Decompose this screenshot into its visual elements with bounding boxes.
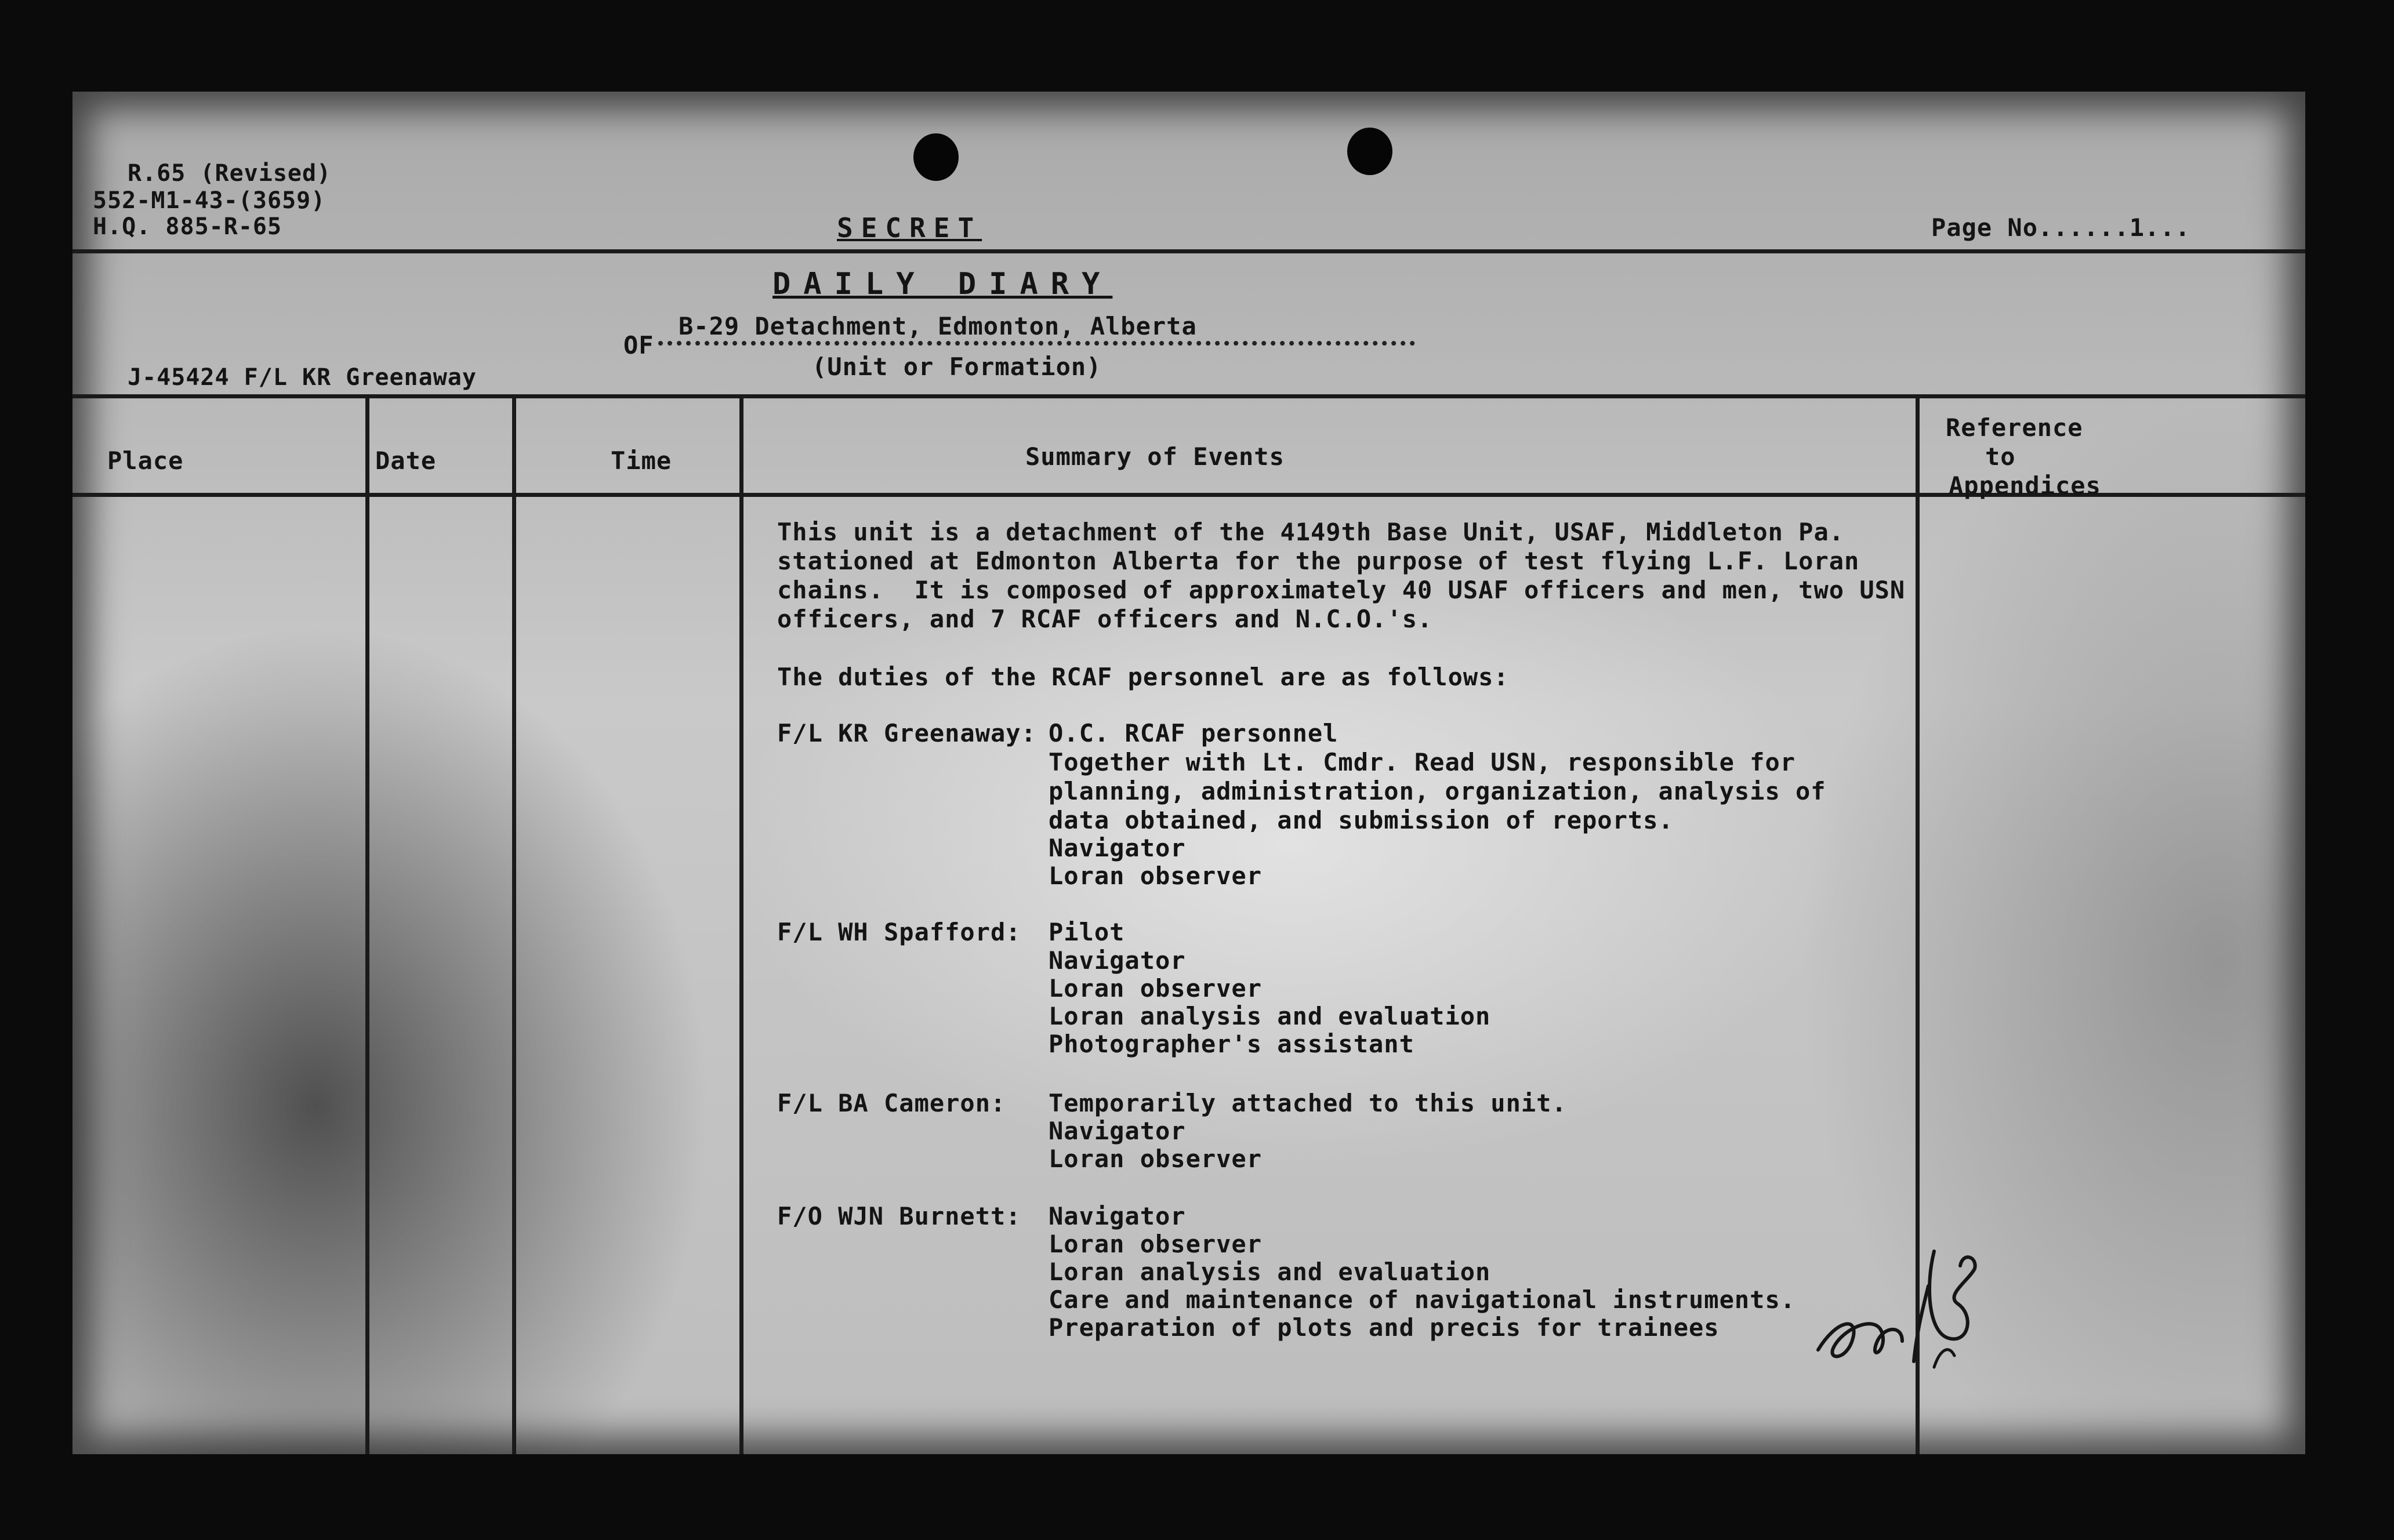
- column-header-place: Place: [107, 446, 184, 475]
- intro-line: chains. It is composed of approximately 40 USAF officers and men, two USN: [777, 576, 1906, 604]
- duty-item: Pilot: [1049, 918, 1125, 946]
- page-number-value: 1: [2129, 213, 2145, 242]
- page-number-field: [1931, 213, 2190, 242]
- column-header-reference-line1: Reference: [1946, 413, 2083, 442]
- unit-name: B-29 Detachment, Edmonton, Alberta: [679, 312, 1197, 340]
- page-number-dots: .....: [2053, 213, 2130, 242]
- diary-page: [72, 92, 2305, 1454]
- duty-item: Loran analysis and evaluation: [1049, 1258, 1491, 1286]
- duty-item: Loran observer: [1049, 1145, 1263, 1173]
- intro-line: This unit is a detachment of the 4149th Base Unit, USAF, Middleton Pa.: [777, 518, 1845, 546]
- document-title: DAILY DIARY: [772, 267, 1113, 302]
- duty-item: Temporarily attached to this unit.: [1049, 1089, 1567, 1117]
- form-number-line1: R.65 (Revised): [128, 160, 332, 187]
- handwritten-initials: [1801, 1216, 2009, 1390]
- duty-item: Navigator: [1049, 1202, 1186, 1230]
- column-header-reference-line2: to: [1985, 442, 2016, 471]
- of-label: OF: [623, 331, 654, 359]
- duty-item: Care and maintenance of navigational instruments.: [1049, 1285, 1796, 1314]
- duty-item: Loran analysis and evaluation: [1049, 1002, 1491, 1030]
- intro-line: stationed at Edmonton Alberta for the purpose of test flying L.F. Loran: [777, 547, 1860, 575]
- personnel-name: F/L BA Cameron:: [777, 1089, 1006, 1117]
- column-header-summary: Summary of Events: [1025, 442, 1285, 471]
- column-header-reference-line3: Appendices: [1949, 471, 2101, 500]
- column-divider-date-time: [512, 396, 516, 1454]
- duty-item: planning, administration, organization, analysis of: [1049, 777, 1826, 805]
- page-number-trail: ...: [2145, 213, 2190, 242]
- column-header-date: Date: [375, 446, 437, 475]
- duty-item: Navigator: [1049, 1117, 1186, 1145]
- personnel-name: F/L WH Spafford:: [777, 918, 1021, 946]
- personnel-name: F/O WJN Burnett:: [777, 1202, 1021, 1230]
- classification-label: SECRET: [837, 212, 982, 244]
- author-line: J-45424 F/L KR Greenaway: [128, 364, 477, 391]
- duty-item: Loran observer: [1049, 974, 1263, 1003]
- binder-hole-right: [1347, 128, 1392, 175]
- duty-item: O.C. RCAF personnel: [1049, 719, 1339, 747]
- personnel-name: F/L KR Greenaway:: [777, 719, 1036, 747]
- duty-item: Loran observer: [1049, 1230, 1263, 1258]
- intro-line: officers, and 7 RCAF officers and N.C.O.'s.: [777, 605, 1433, 633]
- binder-hole-left: [913, 133, 959, 181]
- form-number-line2: 552-M1-43-(3659): [93, 187, 326, 214]
- column-divider-time-summary: [739, 396, 743, 1454]
- form-number-line3: H.Q. 885-R-65: [93, 213, 282, 240]
- duty-item: Navigator: [1049, 834, 1186, 862]
- duty-item: Together with Lt. Cmdr. Read USN, responsible for: [1049, 748, 1796, 776]
- column-header-time: Time: [611, 446, 672, 475]
- duty-item: Loran observer: [1049, 862, 1263, 890]
- duty-item: data obtained, and submission of reports.: [1049, 806, 1674, 834]
- duties-heading: The duties of the RCAF personnel are as follows:: [777, 663, 1509, 691]
- duty-item: Preparation of plots and precis for trainees: [1049, 1313, 1720, 1342]
- table-top-rule: [72, 394, 2305, 398]
- unit-caption: (Unit or Formation): [812, 353, 1102, 381]
- top-rule: [72, 249, 2305, 253]
- duty-item: Navigator: [1049, 946, 1186, 975]
- duty-item: Photographer's assistant: [1049, 1030, 1414, 1058]
- page-number-label: Page No.: [1931, 213, 2054, 242]
- unit-dotted-line: [658, 341, 1415, 346]
- column-divider-place-date: [365, 396, 369, 1454]
